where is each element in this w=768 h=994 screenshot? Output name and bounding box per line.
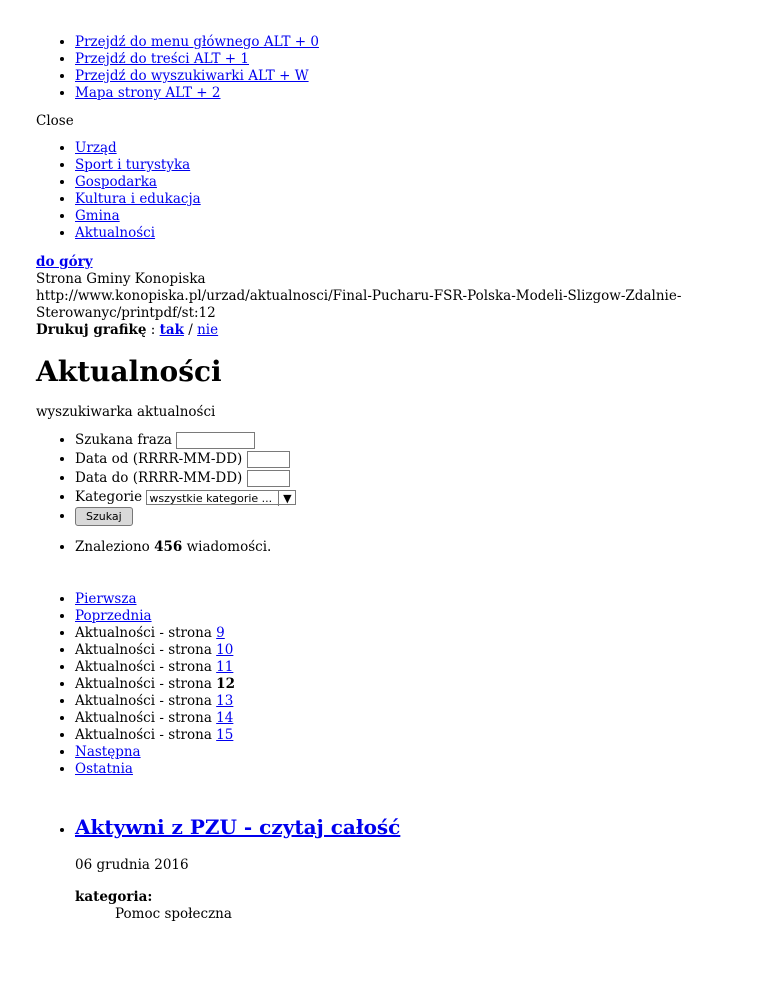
results-count: 456 bbox=[154, 539, 183, 555]
print-graphics-label: Drukuj grafikę bbox=[36, 322, 147, 338]
pagination-item bbox=[75, 727, 768, 744]
pagination bbox=[36, 591, 768, 778]
page-prefix: Aktualności - strona bbox=[75, 642, 212, 658]
date-to-input[interactable] bbox=[247, 470, 290, 487]
pagination-current-page: 12 bbox=[216, 676, 235, 692]
search-phrase-row bbox=[75, 431, 768, 450]
date-from-label: Data od (RRRR-MM-DD) bbox=[75, 451, 243, 467]
page-url: http://www.konopiska.pl/urzad/aktualnosci/Final-Pucharu-FSR-Polska-Modeli-Slizgow-Zdalnie-Sterowanyc/printpdf/st:12 bbox=[36, 288, 682, 321]
pagination-page-link[interactable]: 9 bbox=[216, 625, 225, 641]
skip-link-content[interactable]: Przejdź do treści ALT + 1 bbox=[75, 51, 249, 67]
search-submit-button[interactable]: Szukaj bbox=[75, 507, 133, 526]
category-row bbox=[75, 488, 768, 507]
search-submit-row bbox=[75, 507, 768, 526]
category-selected-value: wszystkie kategorie ... bbox=[149, 492, 273, 505]
date-to-label: Data do (RRRR-MM-DD) bbox=[75, 470, 243, 486]
pagination-item bbox=[75, 761, 768, 778]
skip-link-search[interactable]: Przejdź do wyszukiwarki ALT + W bbox=[75, 68, 309, 84]
site-name: Strona Gminy Konopiska bbox=[36, 271, 206, 287]
category-label: Kategorie bbox=[75, 489, 143, 505]
back-to-top-link[interactable]: do góry bbox=[36, 254, 93, 270]
search-caption: wyszukiwarka aktualności bbox=[36, 404, 216, 420]
news-item bbox=[75, 815, 768, 923]
menu-item-gospodarka[interactable]: Gospodarka bbox=[75, 174, 157, 190]
page-prefix: Aktualności - strona bbox=[75, 710, 212, 726]
skip-link-item bbox=[75, 51, 768, 68]
menu-item-sport[interactable]: Sport i turystyka bbox=[75, 157, 191, 173]
menu-item-gmina[interactable]: Gmina bbox=[75, 208, 120, 224]
menu-item bbox=[75, 208, 768, 225]
pagination-item bbox=[75, 591, 768, 608]
page-prefix: Aktualności - strona bbox=[75, 727, 212, 743]
pagination-first[interactable]: Pierwsza bbox=[75, 591, 137, 607]
results-suffix: wiadomości. bbox=[186, 539, 272, 555]
menu-item bbox=[75, 191, 768, 208]
pagination-item bbox=[75, 642, 768, 659]
pagination-last[interactable]: Ostatnia bbox=[75, 761, 133, 777]
skip-link-item bbox=[75, 68, 768, 85]
results-prefix: Znaleziono bbox=[75, 539, 150, 555]
skip-link-item bbox=[75, 34, 768, 51]
date-from-input[interactable] bbox=[247, 451, 290, 468]
pagination-item bbox=[75, 625, 768, 642]
menu-item bbox=[75, 174, 768, 191]
date-to-row bbox=[75, 469, 768, 488]
menu-item-aktualnosci[interactable]: Aktualności bbox=[75, 225, 156, 241]
pagination-prev[interactable]: Poprzednia bbox=[75, 608, 152, 624]
print-graphics-slash: / bbox=[188, 322, 193, 338]
pagination-item bbox=[75, 676, 768, 693]
pagination-page-link[interactable]: 13 bbox=[216, 693, 234, 709]
page-title: Aktualności bbox=[36, 355, 222, 388]
menu-item bbox=[75, 157, 768, 174]
news-list bbox=[36, 815, 768, 923]
news-category-value: Pomoc społeczna bbox=[115, 906, 232, 922]
search-form bbox=[36, 431, 768, 526]
menu-item-kultura[interactable]: Kultura i edukacja bbox=[75, 191, 201, 207]
skip-link-item bbox=[75, 85, 768, 102]
print-graphics-colon: : bbox=[150, 322, 156, 338]
pagination-page-link[interactable]: 10 bbox=[216, 642, 234, 658]
print-graphics-yes-link[interactable]: tak bbox=[159, 322, 184, 338]
menu-item-urzad[interactable]: Urząd bbox=[75, 140, 117, 156]
category-select[interactable] bbox=[146, 490, 296, 505]
back-to-top-container bbox=[36, 254, 768, 271]
print-graphics-row bbox=[36, 322, 768, 339]
page-prefix: Aktualności - strona bbox=[75, 625, 212, 641]
pagination-item bbox=[75, 693, 768, 710]
page-prefix: Aktualności - strona bbox=[75, 659, 212, 675]
menu-item bbox=[75, 225, 768, 242]
menu-item bbox=[75, 140, 768, 157]
date-from-row bbox=[75, 450, 768, 469]
skip-link-sitemap[interactable]: Mapa strony ALT + 2 bbox=[75, 85, 221, 101]
pagination-item bbox=[75, 659, 768, 676]
pagination-page-link[interactable]: 15 bbox=[216, 727, 234, 743]
results-count-item bbox=[75, 539, 768, 556]
news-date: 06 grudnia 2016 bbox=[75, 857, 189, 873]
search-phrase-input[interactable] bbox=[176, 432, 255, 449]
pagination-page-link[interactable]: 11 bbox=[216, 659, 234, 675]
page-prefix: Aktualności - strona bbox=[75, 693, 212, 709]
pagination-item bbox=[75, 744, 768, 761]
news-title-link[interactable]: Aktywni z PZU - czytaj całość bbox=[75, 815, 401, 839]
news-category-label: kategoria: bbox=[75, 889, 153, 905]
skip-links-list bbox=[36, 34, 768, 102]
close-label[interactable]: Close bbox=[36, 113, 74, 129]
pagination-item bbox=[75, 710, 768, 727]
main-menu bbox=[36, 140, 768, 242]
pagination-next[interactable]: Następna bbox=[75, 744, 141, 760]
pagination-item bbox=[75, 608, 768, 625]
page-prefix: Aktualności - strona bbox=[75, 676, 212, 692]
pagination-page-link[interactable]: 14 bbox=[216, 710, 234, 726]
dropdown-arrow-icon: ▼ bbox=[278, 491, 295, 506]
print-graphics-no-link[interactable]: nie bbox=[197, 322, 219, 338]
skip-link-main-menu[interactable]: Przejdź do menu głównego ALT + 0 bbox=[75, 34, 319, 50]
search-phrase-label: Szukana fraza bbox=[75, 432, 172, 448]
results-summary bbox=[36, 539, 768, 556]
